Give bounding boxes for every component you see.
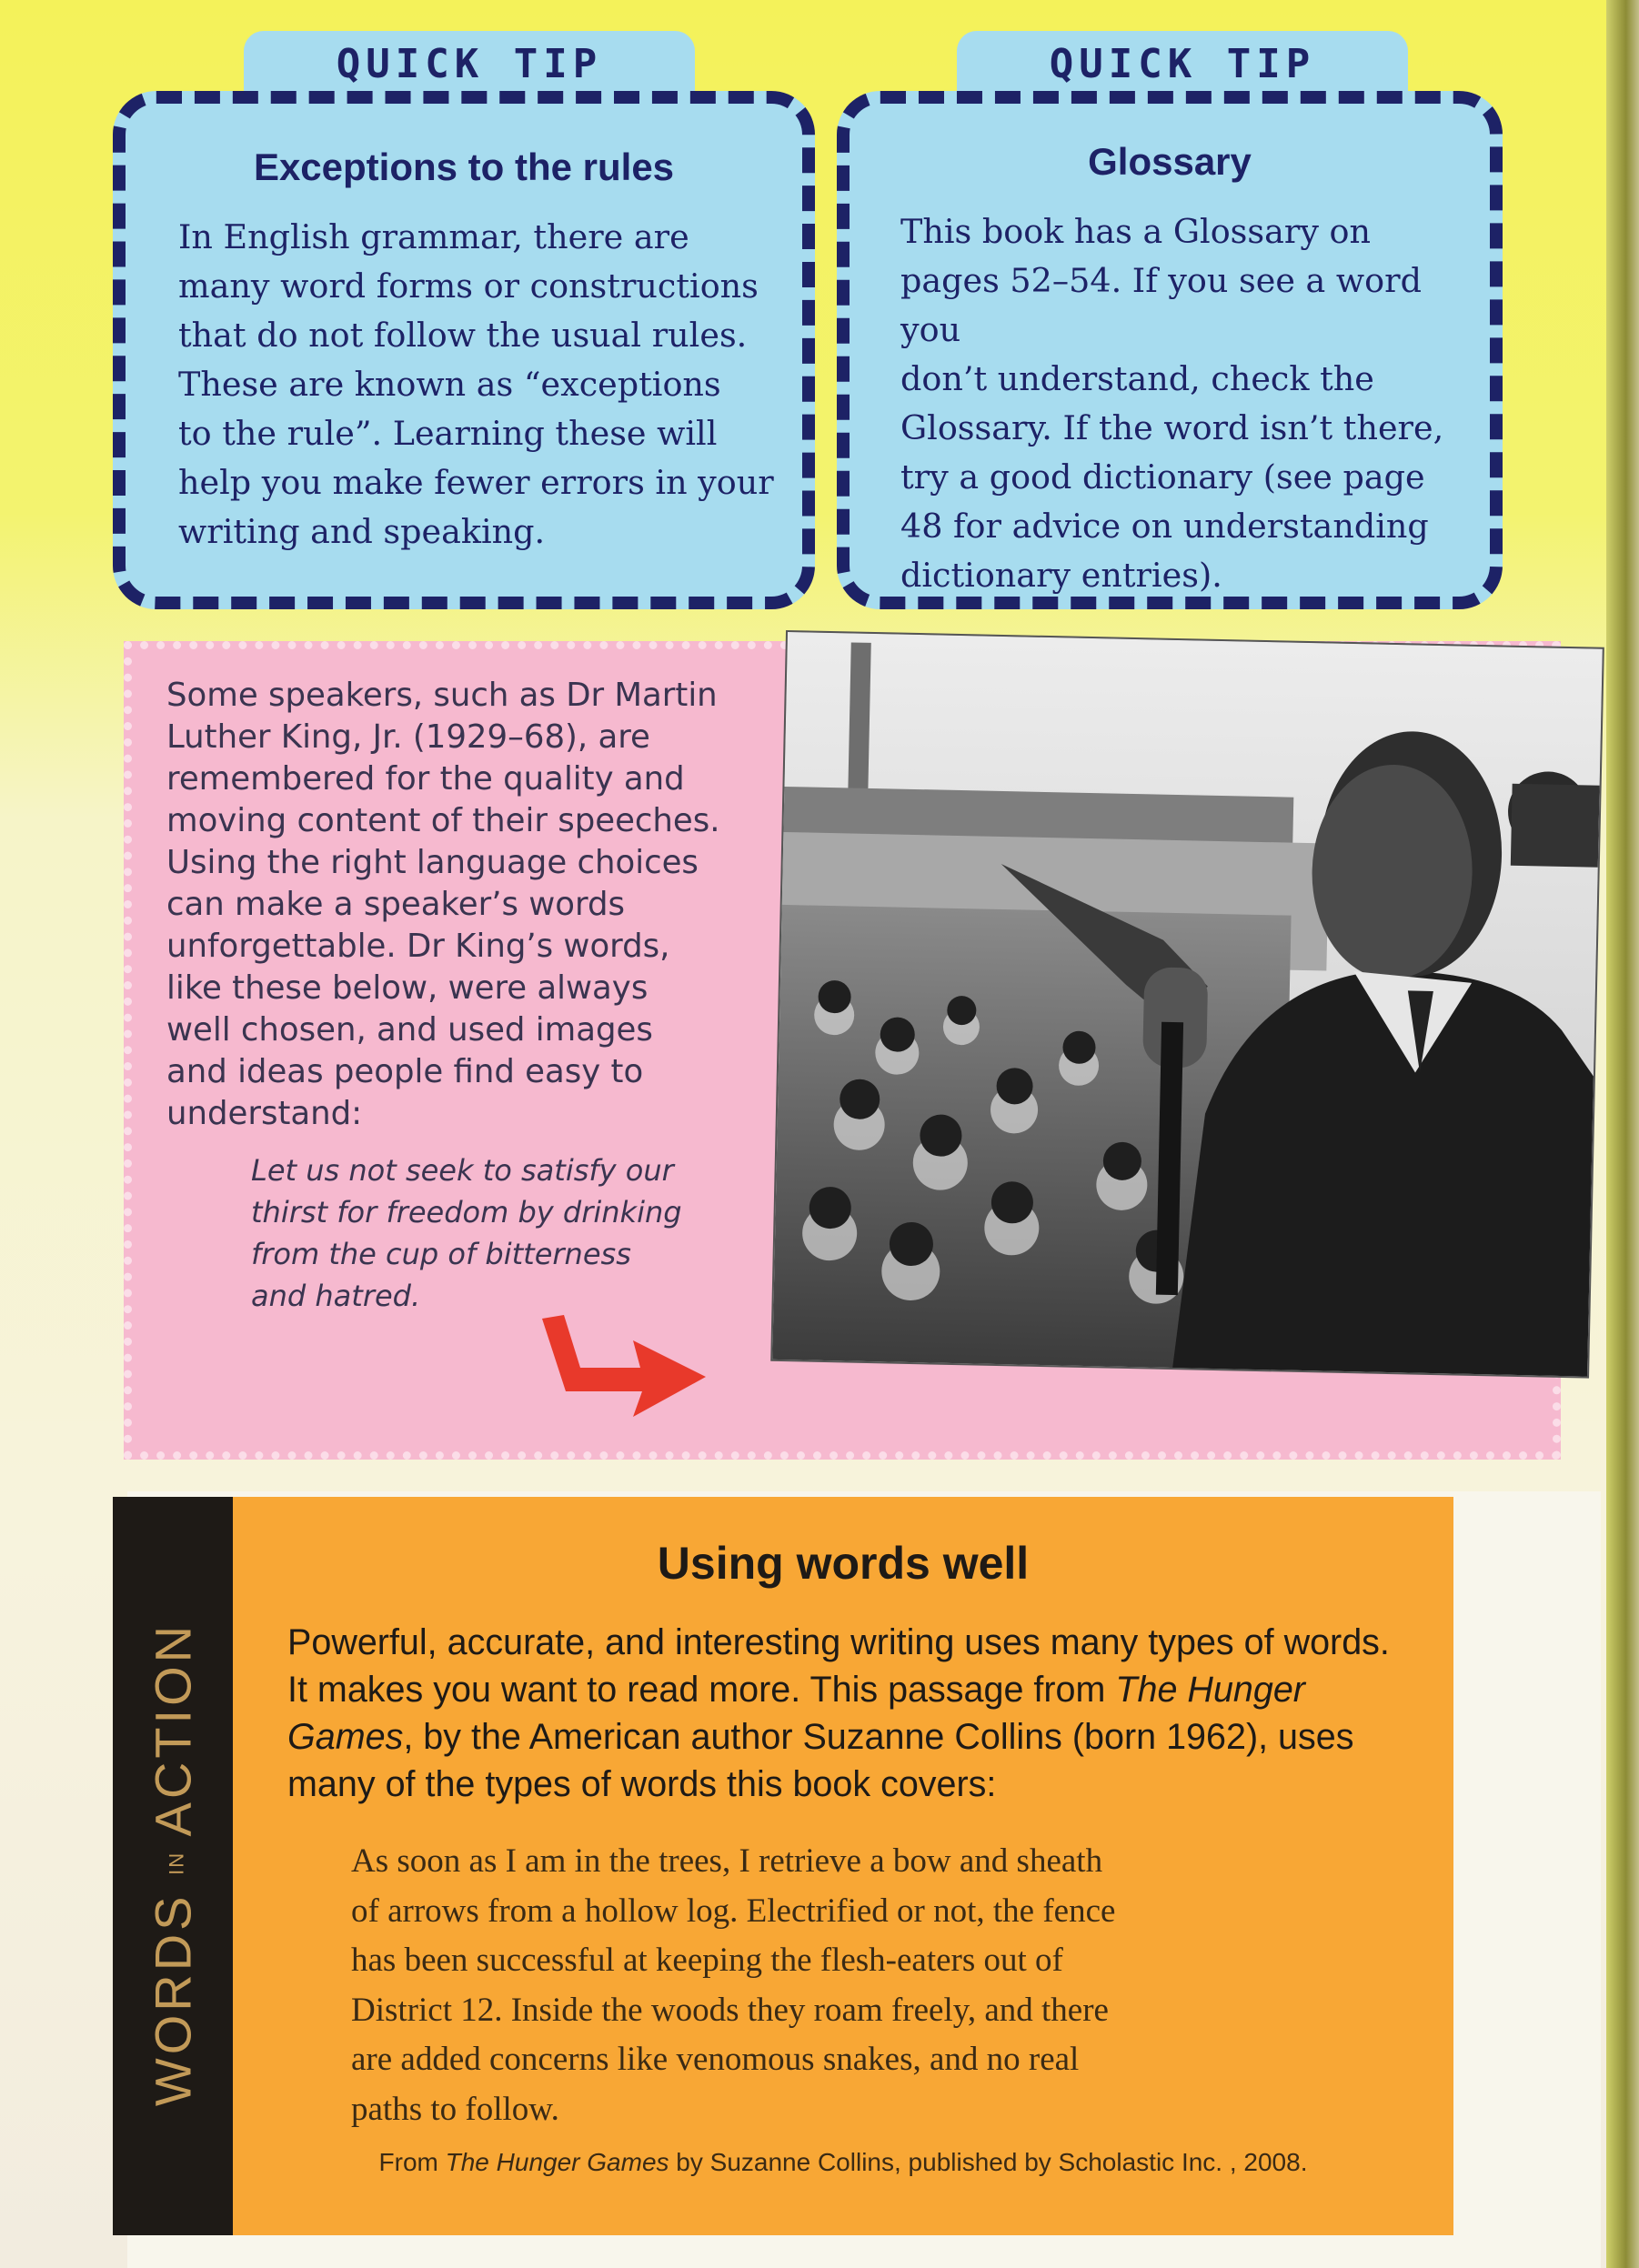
intro-text-1: Powerful, accurate, and interesting writing uses many types of words. It makes you want to read more. This passage from: [287, 1622, 1390, 1710]
side-label-action: ACTION: [144, 1621, 202, 1837]
tip-title: Exceptions to the rules: [253, 146, 675, 188]
passage-credit: [233, 2148, 1453, 2177]
tip-body: In English grammar, there are many word forms or constructions that do not follow the usual rules. These are known as “exceptions to the rule”. Learning these will help you make fewer errors in your writing and speaking.: [178, 217, 774, 551]
speech-description: Some speakers, such as Dr Martin Luther King, Jr. (1929–68), are remembered for the quality and moving content of their speeches. Using the right language choices can make a speaker’s words unforgettable. Dr King’s words, like these below, were always well chosen, and used images and ideas people find easy to understand:: [166, 677, 720, 1132]
tip-title: Glossary: [1088, 140, 1252, 183]
side-label-in: IN: [165, 1851, 188, 1875]
quick-tip-tab-label: QUICK TIP: [336, 40, 603, 87]
side-label-words: WORDS: [144, 1892, 202, 2107]
book-passage: As soon as I am in the trees, I retrieve a bow and sheath of arrows from a hollow log. Electrified or not, the fence has been successful at keeping the flesh-eaters out of District 12. Inside the woods they roam freely, and there are added concerns like venomous snakes, and no real paths to follow.: [351, 1842, 1116, 2128]
quick-tip-tab-label: QUICK TIP: [1049, 40, 1316, 87]
arrow-icon: [533, 1310, 715, 1428]
tip-body: This book has a Glossary on pages 52–54. If you see a word you don’t understand, check the Glossary. If the word isn’t there, try a good dictionary (see page 48 for advice on understanding dictionary entries).: [900, 212, 1444, 595]
speech-quote: Let us not seek to satisfy our thirst for freedom by drinking from the cup of bitterness and hatred.: [251, 1153, 682, 1313]
intro-book-title: The Hunger Games: [287, 1670, 1305, 1757]
speaker-photo: [772, 632, 1603, 1377]
quick-tip-box-glossary: [837, 91, 1503, 609]
credit-text-2: by Suzanne Collins, published by Scholastic Inc. , 2008.: [669, 2148, 1308, 2176]
book-spine-edge: [1606, 0, 1639, 2268]
credit-text-1: From: [378, 2148, 446, 2176]
quick-tip-tab: [957, 31, 1408, 96]
words-in-action-label: [144, 1622, 203, 2106]
credit-book-title: The Hunger Games: [445, 2148, 669, 2176]
quick-tip-box-exceptions: [113, 91, 815, 609]
intro-text-2: , by the American author Suzanne Collins (born 1962), uses many of the types of words this book covers:: [287, 1717, 1354, 1804]
quick-tip-tab: [244, 31, 695, 96]
speaker-photo-image: [772, 632, 1603, 1377]
section-title: Using words well: [657, 1538, 1030, 1589]
section-intro: [287, 1619, 1415, 1808]
